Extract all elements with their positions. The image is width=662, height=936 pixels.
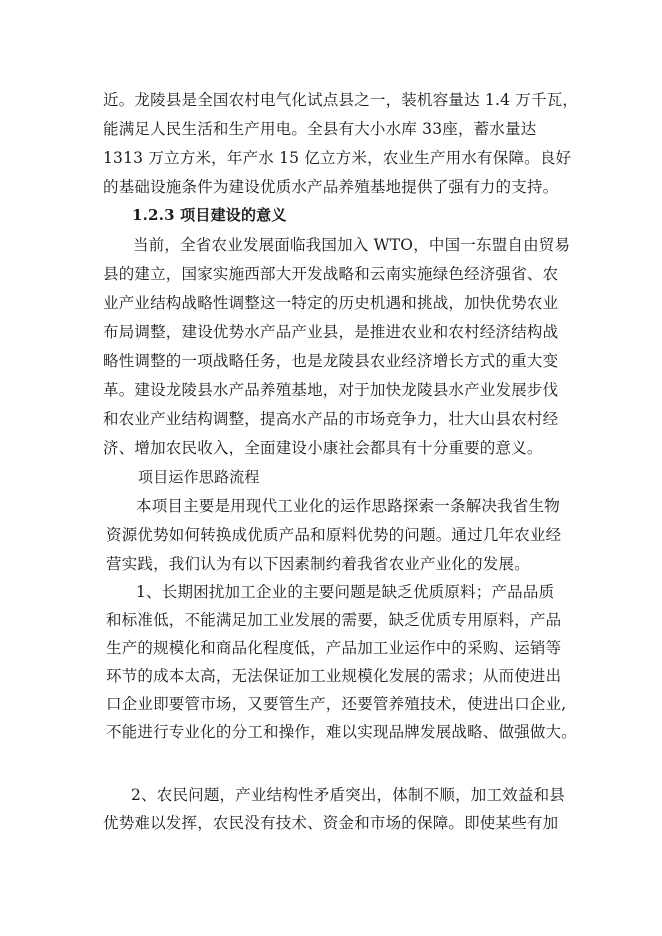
text-line: 资源优势如何转换成优质产品和原料优势的问题。通过几年农业经 (106, 526, 562, 544)
text-line: 口企业即要管市场，又要管生产，还要管养殖技术，使进出口企业, (106, 695, 567, 713)
text-line: 1313 万立方米，年产水 15 亿立方米，农业生产用水有保障。良好 (103, 149, 572, 167)
text-line: 2、农民问题，产业结构性矛盾突出，体制不顺，加工效益和县 (131, 786, 565, 804)
text-line: 近。龙陵县是全国农村电气化试点县之一，装机容量达 1.4 万千瓦， (103, 91, 579, 109)
text-line: 不能进行专业化的分工和操作，难以实现品牌发展战略、做强做大。 (106, 723, 578, 741)
text-line: 本项目主要是用现代工业化的运作思路探索一条解决我省生物 (136, 497, 560, 515)
text-line: 营实践，我们认为有以下因素制约着我省农业产业化的发展。 (106, 555, 530, 573)
text-line: 1、长期困扰加工企业的主要问题是缺乏优质原料；产品品质 (136, 583, 555, 601)
subsection-heading: 项目运作思路流程 (138, 468, 260, 486)
text-line: 优势难以发挥，农民没有技术、资金和市场的保障。即使某些有加 (103, 814, 559, 832)
text-line: 布局调整，建设优势水产品产业县，是推进农业和农村经济结构战 (103, 323, 559, 341)
text-line: 和标准低，不能满足加工业发展的需要，缺乏优质专用原料，产品 (106, 611, 562, 629)
text-line: 革。建设龙陵县水产品养殖基地，对于加快龙陵县水产业发展步伐 (103, 381, 559, 399)
text-line: 环节的成本太高，无法保证加工业规模化发展的需求；从而使进出 (106, 667, 562, 685)
text-line: 业产业结构战略性调整这一特定的历史机遇和挑战，加快优势农业 (103, 294, 559, 312)
text-line: 当前，全省农业发展面临我国加入 WTO，中国一东盟自由贸易 (133, 236, 571, 254)
text-line: 和农业产业结构调整，提高水产品的市场竞争力，壮大山县农村经 (103, 410, 559, 428)
text-line: 济、增加农民收入，全面建设小康社会都具有十分重要的意义。 (103, 439, 543, 457)
text-line: 生产的规模化和商品化程度低，产品加工业运作中的采购、运销等 (106, 639, 562, 657)
text-line: 的基础设施条件为建设优质水产品养殖基地提供了强有力的支持。 (103, 178, 559, 196)
text-line: 县的建立，国家实施西部大开发战略和云南实施绿色经济强省、农 (103, 265, 559, 283)
text-line: 能满足人民生活和生产用电。全县有大小水库 33座，蓄水量达 (103, 120, 537, 138)
text-line: 略性调整的一项战略任务，也是龙陵县农业经济增长方式的重大变 (103, 352, 559, 370)
section-heading: 1.2.3 项目建设的意义 (132, 206, 287, 224)
